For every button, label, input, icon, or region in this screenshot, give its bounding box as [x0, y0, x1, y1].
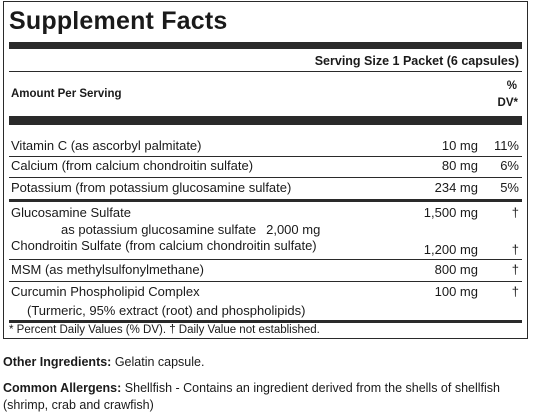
- nutrient-dv: 6%: [500, 158, 519, 173]
- serving-divider: [9, 71, 522, 72]
- dv-header-dv: DV*: [497, 97, 518, 109]
- ingredient-dv: †: [511, 284, 519, 299]
- nutrient-amount: 234 mg: [434, 180, 478, 195]
- nutrient-dv: 5%: [500, 180, 519, 195]
- other-ingredients-text: Gelatin capsule.: [111, 355, 205, 369]
- ingredient-name: Chondroitin Sulfate (from calcium chondroitin sulfate): [11, 238, 317, 253]
- allergens-label: Common Allergens:: [3, 381, 122, 395]
- amount-per-serving-header: Amount Per Serving: [11, 88, 122, 100]
- header-divider: [9, 116, 522, 125]
- ingredient-amount: 1,200 mg: [423, 242, 478, 257]
- nutrient-name: Potassium (from potassium glucosamine sulfate): [11, 180, 292, 195]
- ingredient-sub-name: (Turmeric, 95% extract (root) and phospholipids): [27, 303, 306, 318]
- ingredient-amount: 800 mg: [434, 262, 478, 277]
- other-ingredients: [3, 355, 204, 369]
- panel-title: Supplement Facts: [9, 7, 228, 35]
- ingredient-sub-amount: 2,000 mg: [266, 222, 321, 237]
- ingredient-dv: †: [511, 205, 519, 220]
- other-ingredients-label: Other Ingredients:: [3, 355, 112, 369]
- ingredient-amount: 100 mg: [434, 284, 478, 299]
- ingredient-sub-line: [61, 222, 320, 237]
- footnote-divider: [9, 320, 522, 323]
- ingredient-dv: †: [511, 242, 519, 257]
- row-divider: [9, 281, 522, 282]
- nutrient-dv: 11%: [493, 138, 519, 153]
- serving-size: Serving Size 1 Packet (6 capsules): [314, 54, 519, 68]
- ingredient-dv: †: [511, 262, 519, 277]
- row-divider: [9, 259, 522, 260]
- common-allergens: [3, 380, 528, 414]
- allergens-text: Shellfish - Contains an ingredient derived from the shells of shellfish (shrimp, crab and crawfish): [3, 381, 500, 412]
- dv-section-divider: [9, 199, 522, 202]
- ingredient-name: Glucosamine Sulfate: [11, 205, 131, 220]
- dv-header-percent: %: [506, 80, 517, 92]
- row-divider: [9, 177, 522, 178]
- title-divider: [9, 42, 522, 49]
- dv-footnote: * Percent Daily Values (% DV). † Daily Value not established.: [9, 324, 320, 336]
- ingredient-name: Curcumin Phospholipid Complex: [11, 284, 200, 299]
- ingredient-amount: 1,500 mg: [423, 205, 478, 220]
- ingredient-name: MSM (as methylsulfonylmethane): [11, 262, 204, 277]
- supplement-facts-panel: [3, 1, 528, 339]
- ingredient-sub-name: as potassium glucosamine sulfate: [61, 222, 257, 237]
- nutrient-name: Calcium (from calcium chondroitin sulfate): [11, 158, 254, 173]
- row-divider: [9, 156, 522, 157]
- nutrient-amount: 10 mg: [441, 138, 478, 153]
- nutrient-amount: 80 mg: [441, 158, 478, 173]
- nutrient-name: Vitamin C (as ascorbyl palmitate): [11, 138, 202, 153]
